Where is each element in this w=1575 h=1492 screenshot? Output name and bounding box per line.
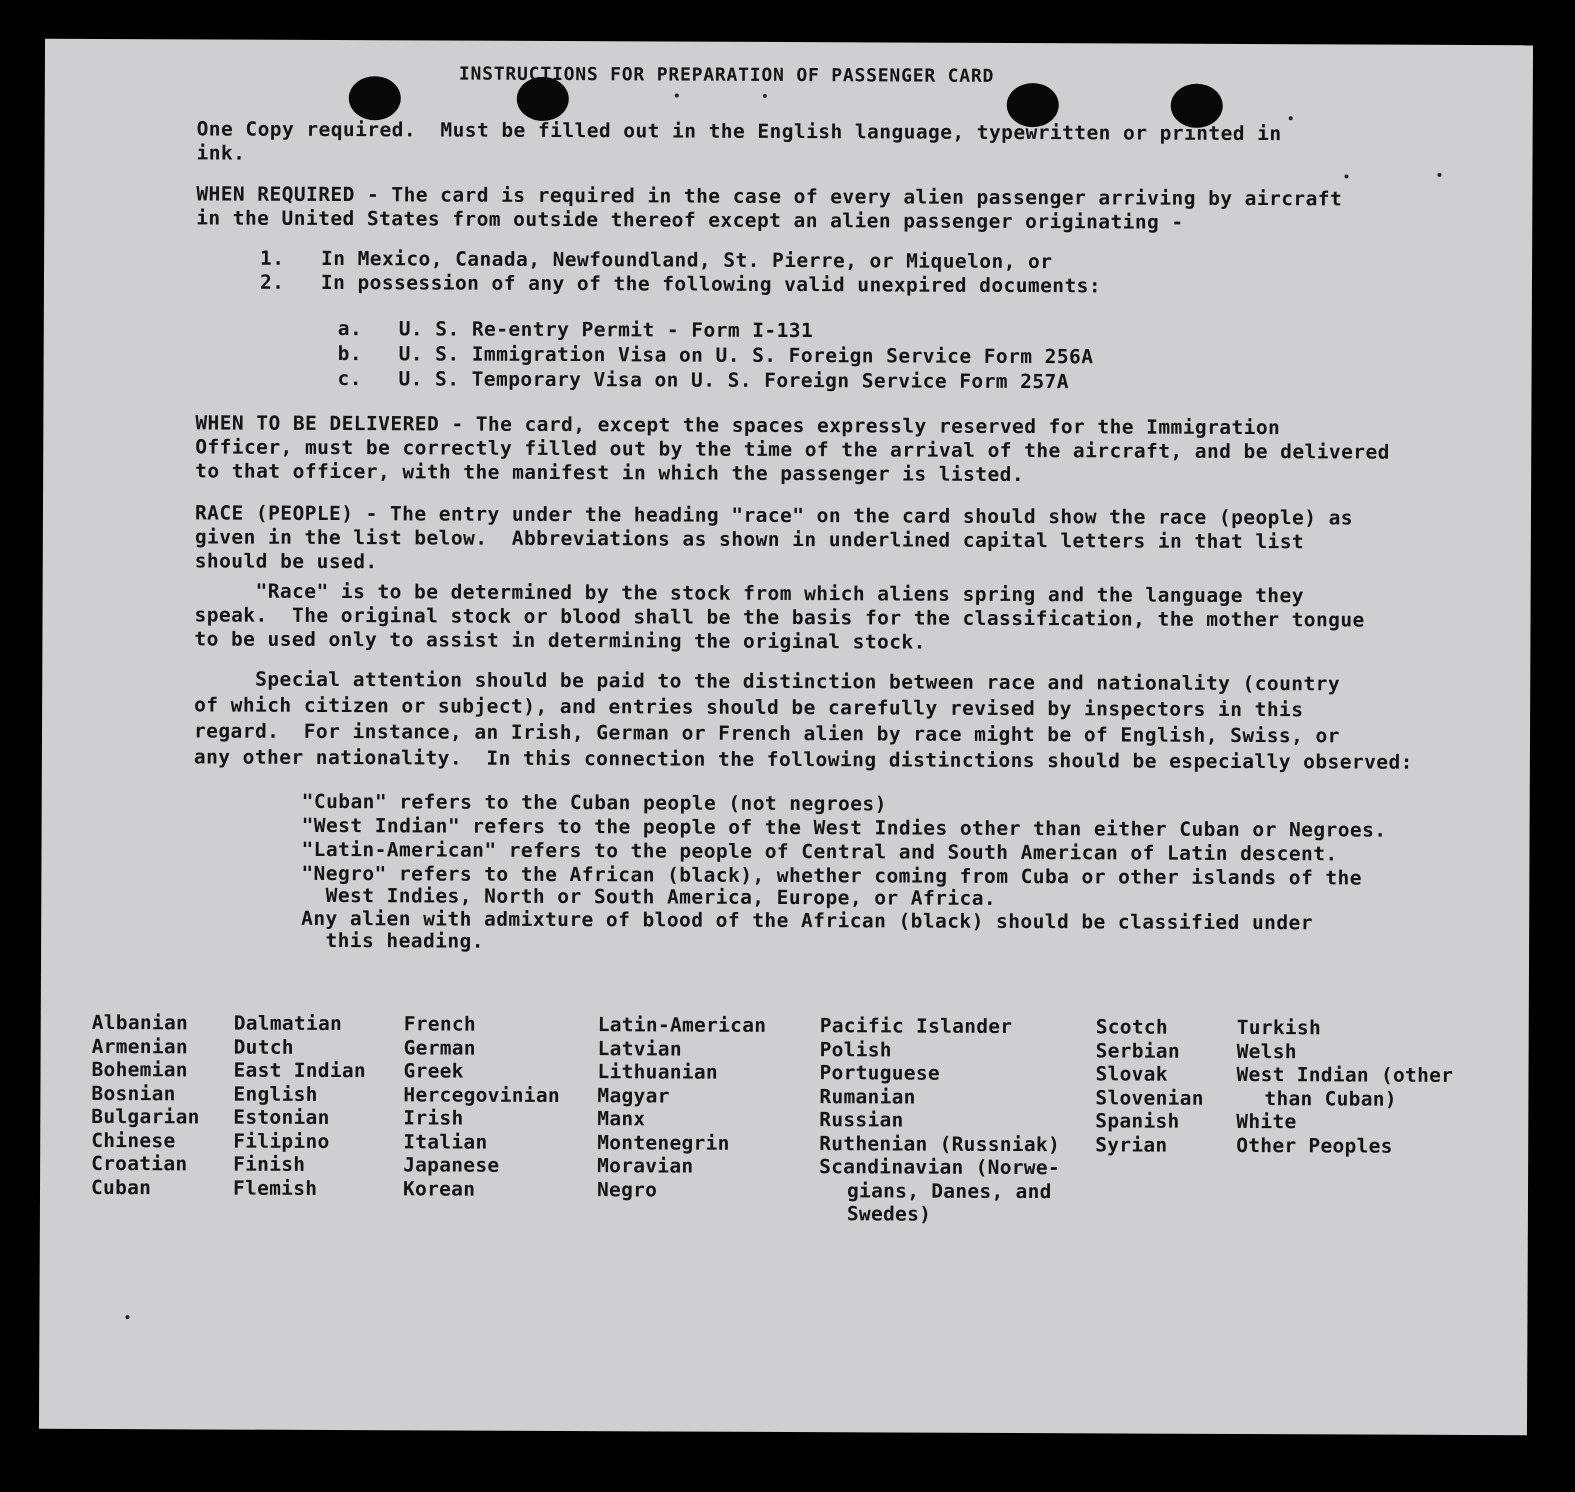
race-column bbox=[1236, 1016, 1453, 1158]
race-item: Latvian bbox=[597, 1036, 682, 1061]
exception-item: 1. In Mexico, Canada, Newfoundland, St. Pierre, or Miquelon, or bbox=[260, 246, 1053, 274]
speck bbox=[125, 1315, 129, 1319]
race-item: Portuguese bbox=[819, 1061, 940, 1085]
race-item: Japanese bbox=[403, 1153, 500, 1177]
race-item: Magyar bbox=[597, 1083, 670, 1107]
when-delivered-paragraph bbox=[195, 411, 1515, 489]
intro-line: One Copy required. Must be filled out in the English language, typewritten or printed in bbox=[196, 117, 1282, 146]
speck bbox=[763, 94, 767, 98]
when-delivered-line: Officer, must be correctly filled out by the time of the arrival of the aircraft, and be delivered bbox=[195, 435, 1390, 464]
when-required-paragraph bbox=[196, 182, 1516, 236]
race-item: East Indian bbox=[233, 1058, 367, 1083]
race-item: German bbox=[403, 1035, 476, 1060]
speck bbox=[1437, 173, 1441, 177]
race-definition-line: "Race" is to be determined by the stock from which aliens spring and the language they bbox=[194, 579, 1304, 608]
distinction-item: West Indies, North or South America, Europe, or Africa. bbox=[301, 883, 997, 910]
distinction-item: "Negro" refers to the African (black), whether coming from Cuba or other islands of the bbox=[301, 861, 1362, 890]
race-item: Estonian bbox=[233, 1105, 330, 1130]
special-attention-paragraph bbox=[194, 666, 1514, 776]
race-item: Turkish bbox=[1236, 1015, 1322, 1040]
distinction-item: this heading. bbox=[301, 928, 485, 953]
race-item: Filipino bbox=[233, 1129, 330, 1153]
special-attention-line: regard. For instance, an Irish, German or French alien by race might be of English, Swiss, or bbox=[193, 719, 1340, 748]
race-item: Flemish bbox=[232, 1176, 318, 1200]
race-item: English bbox=[233, 1082, 318, 1106]
distinction-item: Any alien with admixture of blood of the African (black) should be classified under bbox=[301, 906, 1314, 935]
race-item: Greek bbox=[403, 1059, 464, 1083]
race-item: Slovenian bbox=[1095, 1085, 1204, 1110]
race-item: Russian bbox=[819, 1108, 904, 1132]
race-item: Bosnian bbox=[91, 1081, 176, 1105]
race-item: Irish bbox=[403, 1106, 464, 1130]
exception-item: 2. In possession of any of the following valid unexpired documents: bbox=[259, 270, 1102, 298]
race-item: Lithuanian bbox=[597, 1060, 718, 1084]
race-column bbox=[233, 1012, 366, 1201]
speck bbox=[675, 94, 679, 98]
race-item: Dalmatian bbox=[233, 1011, 343, 1036]
race-people-line: given in the list below. Abbreviations as shown in underlined capital letters in that list bbox=[194, 525, 1305, 554]
when-delivered-line: to that officer, with the manifest in which the passenger is listed. bbox=[195, 459, 1025, 487]
speck bbox=[1289, 116, 1293, 120]
race-column bbox=[91, 1011, 200, 1199]
when-required-line: in the United States from outside thereof except an alien passenger originating - bbox=[196, 206, 1184, 234]
race-column bbox=[1095, 1015, 1204, 1156]
race-item: Polish bbox=[819, 1037, 892, 1061]
race-item: than Cuban) bbox=[1264, 1086, 1397, 1111]
race-item: West Indian (other bbox=[1236, 1062, 1454, 1087]
race-item: Bulgarian bbox=[91, 1104, 200, 1129]
race-item: Chinese bbox=[91, 1128, 176, 1152]
race-item: gians, Danes, and bbox=[846, 1178, 1052, 1203]
race-item: Moravian bbox=[597, 1154, 694, 1178]
distinction-item: "West Indian" refers to the people of the West Indies other than either Cuban or Negroes. bbox=[301, 813, 1387, 842]
race-column bbox=[597, 1013, 766, 1202]
race-item: French bbox=[403, 1012, 477, 1036]
race-item: Negro bbox=[596, 1177, 658, 1201]
race-people-line: RACE (PEOPLE) - The entry under the heading "race" on the card should show the race (people) as bbox=[194, 501, 1354, 530]
documents-list bbox=[338, 316, 1575, 397]
intro-paragraph bbox=[196, 117, 1516, 171]
race-definition-line: speak. The original stock or blood shall be the basis for the classification, the mother tongue bbox=[194, 603, 1365, 632]
document-page bbox=[39, 39, 1533, 1435]
race-item: Bohemian bbox=[91, 1057, 188, 1082]
distinction-item: "Cuban" refers to the Cuban people (not negroes) bbox=[301, 789, 887, 816]
race-item: Pacific Islander bbox=[819, 1014, 1013, 1038]
race-item: White bbox=[1236, 1109, 1297, 1134]
race-item: Scotch bbox=[1095, 1015, 1169, 1039]
race-item: Rumanian bbox=[819, 1084, 916, 1109]
race-item: Welsh bbox=[1236, 1039, 1297, 1063]
race-definition-line: to be used only to assist in determining the original stock. bbox=[194, 627, 926, 654]
when-required-line: WHEN REQUIRED - The card is required in the case of every alien passenger arriving by aircraft bbox=[196, 182, 1343, 211]
race-definition-paragraph bbox=[194, 579, 1514, 657]
distinction-item: "Latin-American" refers to the people of Central and South American of Latin descent. bbox=[301, 837, 1338, 866]
special-attention-line: Special attention should be paid to the distinction between race and nationality (country bbox=[194, 667, 1341, 696]
race-item: Armenian bbox=[91, 1034, 189, 1058]
race-column bbox=[819, 1014, 1061, 1227]
race-item: Cuban bbox=[90, 1175, 152, 1199]
race-item: Croatian bbox=[91, 1151, 188, 1176]
document-item: a. U. S. Re-entry Permit - Form I-131 bbox=[337, 317, 814, 343]
race-item: Manx bbox=[597, 1107, 646, 1131]
race-item: Finish bbox=[233, 1152, 306, 1176]
race-item: Hercegovinian bbox=[403, 1082, 561, 1107]
speck bbox=[1344, 174, 1348, 178]
document-item: b. U. S. Immigration Visa on U. S. Foreign Service Form 256A bbox=[337, 342, 1094, 369]
race-item: Swedes) bbox=[846, 1202, 932, 1226]
race-item: Syrian bbox=[1095, 1132, 1168, 1157]
page-title: INSTRUCTIONS FOR PREPARATION OF PASSENGER CARD bbox=[458, 63, 995, 87]
distinctions-list bbox=[301, 790, 1575, 958]
punch-hole bbox=[349, 76, 401, 120]
race-column bbox=[403, 1012, 560, 1201]
race-item: Spanish bbox=[1095, 1109, 1180, 1133]
when-delivered-line: WHEN TO BE DELIVERED - The card, except the spaces expressly reserved for the Immigration bbox=[195, 411, 1281, 440]
exceptions-list bbox=[260, 247, 1575, 301]
race-item: Serbian bbox=[1095, 1038, 1180, 1063]
race-item: Montenegrin bbox=[597, 1130, 730, 1155]
race-people-paragraph bbox=[195, 501, 1515, 579]
special-attention-line: of which citizen or subject), and entries should be carefully revised by inspectors in this bbox=[194, 693, 1304, 722]
special-attention-line: any other nationality. In this connection the following distinctions should be especially observed: bbox=[193, 745, 1413, 774]
race-item: Korean bbox=[402, 1176, 476, 1201]
race-item: Albanian bbox=[91, 1010, 189, 1035]
race-item: Latin-American bbox=[597, 1013, 767, 1037]
intro-line: ink. bbox=[196, 141, 246, 165]
race-item: Dutch bbox=[233, 1035, 294, 1059]
race-item: Ruthenian (Russniak) bbox=[819, 1131, 1061, 1156]
race-item: Italian bbox=[403, 1129, 488, 1154]
race-item: Slovak bbox=[1095, 1062, 1168, 1086]
race-item: Scandinavian (Norwe- bbox=[819, 1155, 1060, 1180]
document-item: c. U. S. Temporary Visa on U. S. Foreign Service Form 257A bbox=[337, 367, 1070, 394]
race-item: Other Peoples bbox=[1236, 1133, 1393, 1158]
race-people-line: should be used. bbox=[194, 549, 378, 574]
